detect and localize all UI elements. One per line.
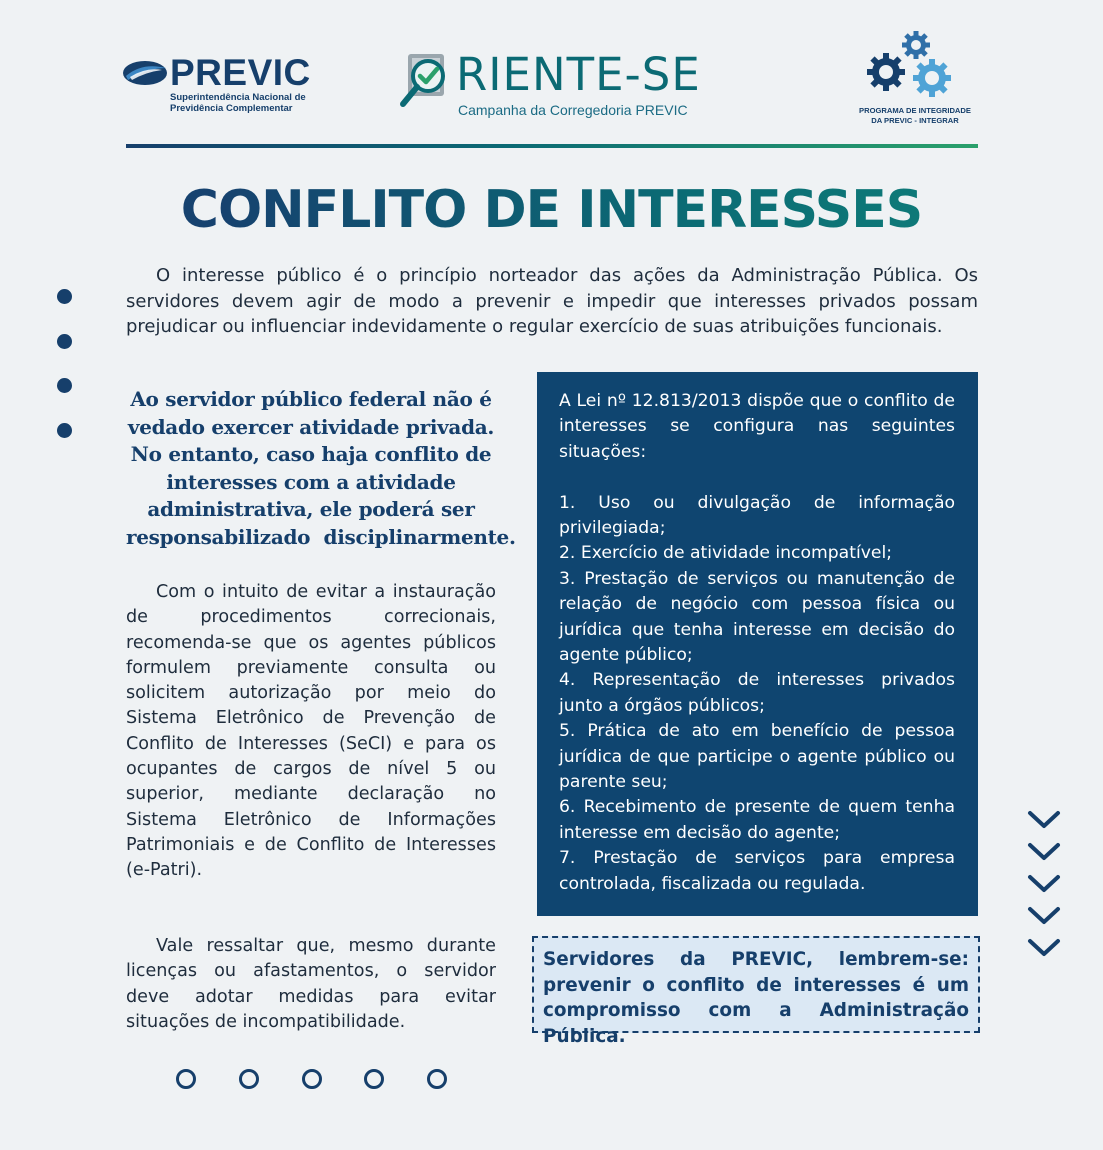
consultation-text: Com o intuito de evitar a instauração de procedimentos correcionais, recomenda-se que os agentes públicos formulem previamente consulta ou solicitem autorização por meio do Sistema Eletrônico de Prevenção de Conflito de Interesses (SeCI) e para os ocupantes de cargos de nível 5 ou superior, mediante declaração no Sistema Eletrônico de Informações Patrimoniais e de Conflito de Interesses (e-Patri). [126,582,496,881]
magnifier-check-icon [398,52,460,114]
page-title: CONFLITO DE INTERESSES [0,178,1103,242]
previc-swoosh-icon [122,58,168,88]
quote-line: No entanto, caso haja conflito de [130,442,492,466]
decorative-ring [364,1069,384,1089]
chevron-down-icon [1027,842,1061,862]
previc-subtitle-line: Previdência Complementar [170,103,293,114]
chevron-down-icon [1027,874,1061,894]
chevron-down-icon [1027,938,1061,958]
reminder-line: compromisso com a Administração Pública. [543,1000,969,1047]
leave-text: Vale ressaltar que, mesmo durante licenças ou afastamentos, o servidor deve adotar medidas para evitar situações de incompatibilidade. [126,936,496,1032]
law-item: 1. Uso ou divulgação de informação privilegiada; [559,492,955,539]
previc-brand: PREVIC [170,52,311,93]
law-box-content [559,389,955,897]
gears-icon [864,28,964,106]
decorative-dot [57,423,72,438]
intro-paragraph [126,263,978,340]
law-situations-box [537,372,978,916]
decorative-dot [57,289,72,304]
decorative-ring [239,1069,259,1089]
header-divider [126,144,978,148]
integrar-caption-line: PROGRAMA DE INTEGRIDADE [859,106,971,115]
integrar-caption [840,106,990,126]
oriente-se-logo [398,50,718,120]
reminder-callout [532,936,980,1047]
decorative-ring [302,1069,322,1089]
quote-line: vedado exercer atividade privada. [127,414,495,439]
decorative-ring [427,1069,447,1089]
reminder-text [543,947,969,1049]
integrar-logo [840,28,990,132]
chevron-down-icon [1027,906,1061,926]
previc-logo [122,54,312,118]
quote-line: Ao servidor público federal não é [130,387,492,411]
law-intro: A Lei nº 12.813/2013 dispõe que o conflito de interesses se configura nas seguintes situações: [559,391,955,462]
law-item: 5. Prática de ato em benefício de pessoa jurídica de que participe o agente público ou parente seu; [559,721,955,793]
law-item: 7. Prestação de serviços para empresa controlada, fiscalizada ou regulada. [559,848,955,894]
leave-paragraph [126,934,496,1035]
consultation-paragraph [126,580,496,884]
previc-subtitle-line: Superintendência Nacional de [170,92,306,103]
previc-subtitle [170,92,306,114]
quote-line: administrativa, ele poderá ser [147,497,475,521]
chevron-down-icon [1027,810,1061,830]
decorative-dot [57,334,72,349]
reminder-line: Servidores da PREVIC, lembrem-se: [543,949,969,970]
highlight-quote [126,386,516,551]
intro-text: O interesse público é o princípio norteador das ações da Administração Pública. Os servidores devem agir de modo a prevenir e impedir que interesses privados possam prejudicar ou influenciar indevidamente o regular exercício de suas atribuições funcionais. [126,265,978,337]
law-item: 6. Recebimento de presente de quem tenha interesse em decisão do agente; [559,797,955,843]
integrar-caption-line: DA PREVIC - INTEGRAR [871,116,959,125]
decorative-dot [57,378,72,393]
decorative-ring [176,1069,196,1089]
quote-line: responsabilizado disciplinarmente. [126,524,516,549]
law-item: 4. Representação de interesses privados junto a órgãos públicos; [559,670,955,716]
quote-line: interesses com a atividade [166,469,456,494]
campaign-tagline: Campanha da Corregedoria PREVIC [458,102,688,118]
oriente-se-wordmark: RIENTE-SE [456,48,701,101]
law-item: 3. Prestação de serviços ou manutenção de relação de negócio com pessoa física ou jurídica que tenha interesse em decisão do agente público; [559,568,955,666]
law-item: 2. Exercício de atividade incompatível; [559,543,893,564]
reminder-line: prevenir o conflito de interesses é um [543,974,969,996]
